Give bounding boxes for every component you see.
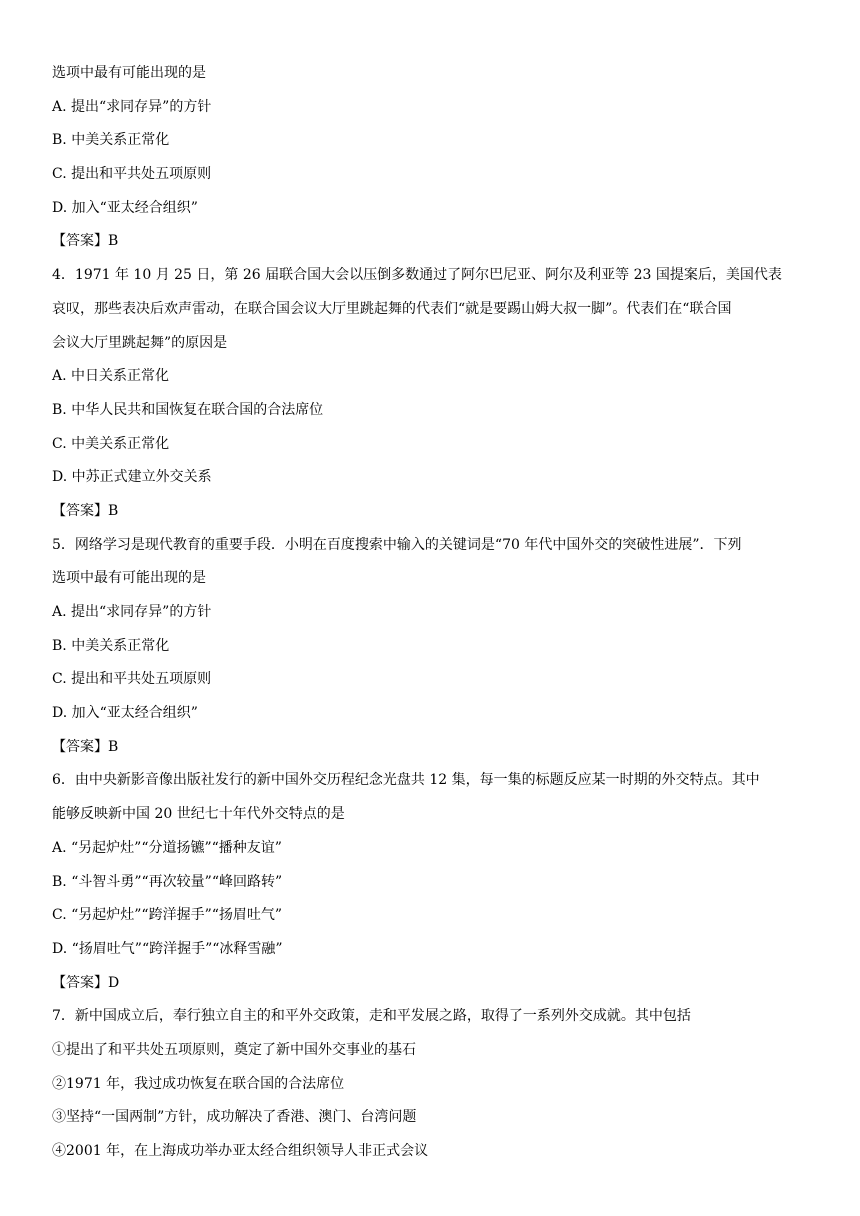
statement-3: ③坚持“一国两制”方针，成功解决了香港、澳门、台湾问题 xyxy=(52,1109,417,1126)
question-5-line-1: 5．网络学习是现代教育的重要手段．小明在百度搜索中输入的关键词是“70 年代中国外交的突破性进展”．下列 xyxy=(52,536,742,553)
question-4-line-2: 哀叹，那些表决后欢声雷动，在联合国会议大厅里跳起舞的代表们“就是要踢山姆大叔一脚”。代表们在“联合国 xyxy=(52,300,732,317)
option-c: C. 提出和平共处五项原则 xyxy=(52,166,212,183)
answer-line: 【答案】B xyxy=(52,738,119,755)
document-page xyxy=(52,57,812,1169)
question-5-line-2: 选项中最有可能出现的是 xyxy=(52,570,206,587)
option-b: B. 中美关系正常化 xyxy=(52,132,170,149)
statement-2: ②1971 年，我过成功恢复在联合国的合法席位 xyxy=(52,1075,345,1092)
option-c: C. 中美关系正常化 xyxy=(52,435,170,452)
answer-line: 【答案】D xyxy=(52,974,120,991)
answer-line: 【答案】B xyxy=(52,233,119,250)
option-d: D. 加入“亚太经合组织” xyxy=(52,199,198,216)
question-4-line-3: 会议大厅里跳起舞”的原因是 xyxy=(52,334,228,351)
option-d: D. “扬眉吐气”“跨洋握手”“冰释雪融” xyxy=(52,940,283,957)
text-line: 选项中最有可能出现的是 xyxy=(52,65,206,81)
question-4-line-1: 4．1971 年 10 月 25 日，第 26 届联合国大会以压倒多数通过了阿尔巴尼亚、阿尔及利亚等 23 国提案后，美国代表 xyxy=(52,267,782,284)
answer-line: 【答案】B xyxy=(52,502,119,519)
statement-1: ①提出了和平共处五项原则，奠定了新中国外交事业的基石 xyxy=(52,1041,416,1058)
option-b: B. 中美关系正常化 xyxy=(52,637,170,654)
option-a: A. 提出“求同存异”的方针 xyxy=(52,604,212,620)
option-c: C. 提出和平共处五项原则 xyxy=(52,671,212,688)
option-a: A. 中日关系正常化 xyxy=(52,368,170,385)
question-7-line-1: 7．新中国成立后，奉行独立自主的和平外交政策，走和平发展之路，取得了一系列外交成就。其中包括 xyxy=(52,1008,691,1025)
option-d: D. 中苏正式建立外交关系 xyxy=(52,469,212,486)
option-a: A. “另起炉灶”“分道扬镳”“播种友谊” xyxy=(52,839,282,856)
option-a: A. 提出“求同存异”的方针 xyxy=(52,98,212,115)
question-6-line-2: 能够反映新中国 20 世纪七十年代外交特点的是 xyxy=(52,806,345,823)
option-d: D. 加入“亚太经合组织” xyxy=(52,705,198,722)
statement-4: ④2001 年，在上海成功举办亚太经合组织领导人非正式会议 xyxy=(52,1143,429,1159)
option-b: B. 中华人民共和国恢复在联合国的合法席位 xyxy=(52,401,324,418)
question-6-line-1: 6．由中央新影音像出版社发行的新中国外交历程纪念光盘共 12 集，每一集的标题反应某一时期的外交特点。其中 xyxy=(52,772,760,789)
option-b: B. “斗智斗勇”“再次较量”“峰回路转” xyxy=(52,873,283,890)
option-c: C. “另起炉灶”“跨洋握手”“扬眉吐气” xyxy=(52,907,283,924)
